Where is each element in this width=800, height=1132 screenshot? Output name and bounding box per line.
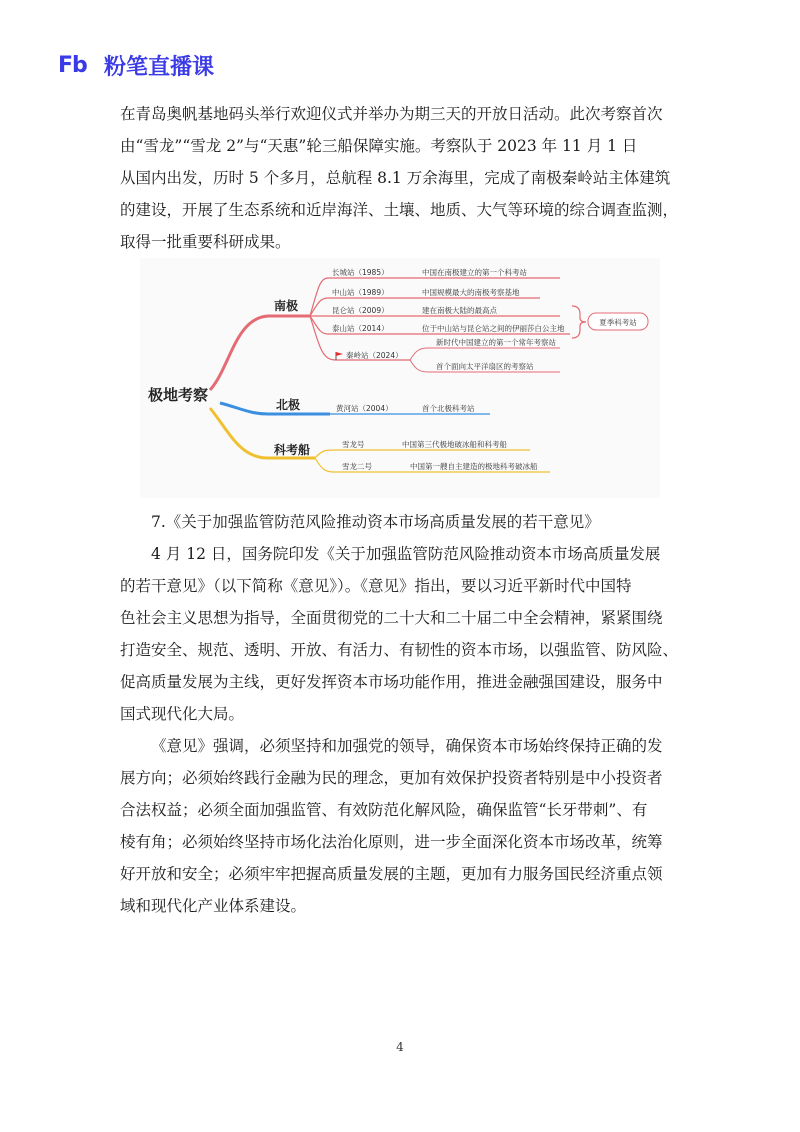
south-station-name: 昆仑站（2009） [332,306,389,315]
fenbi-logo-icon: Fb [58,53,87,78]
section-heading: 7.《关于加强监管防范风险推动资本市场高质量发展的若干意见》 [151,513,600,531]
south-station-desc: 位于中山站与昆仑站之间的伊丽莎白公主地 [422,324,565,333]
para1-line: 色社会主义思想为指导，全面贯彻党的二十大和二十届二中全会精神，紧紧围绕 [120,609,663,627]
ships-label: 科考船 [274,443,311,457]
para2-line: 《意见》强调，必须坚持和加强党的领导，确保资本市场始终保持正确的发 [151,737,663,755]
intro-line: 的建设，开展了生态系统和近岸海洋、土壤、地质、大气等环境的综合调查监测， [120,201,679,219]
para2-line: 棱有角；必须始终坚持市场化法治化原则，进一步全面深化资本市场改革，统筹 [120,833,663,851]
mindmap-root: 极地考察 [148,386,209,404]
north-station-desc: 首个北极科考站 [422,404,475,413]
south-station-desc: 中国在南极建立的第一个科考站 [422,268,527,277]
para2-line: 合法权益；必须全面加强监管、有效防范化解风险，确保监管“长牙带刺”、有 [120,801,648,819]
intro-line: 取得一批重要科研成果。 [120,233,291,251]
para2-line: 域和现代化产业体系建设。 [120,897,307,915]
south-station-desc2: 首个面向太平洋扇区的考察站 [436,362,534,371]
brand-name: 粉笔直播课 [104,55,215,80]
north-station-name: 黄河站（2004） [336,404,393,413]
ship-desc: 中国第一艘自主建造的极地科考破冰船 [410,462,538,471]
ship-name: 雪龙号 [342,440,365,449]
para2-line: 展方向；必须始终践行金融为民的理念，更加有效保护投资者特别是中小投资者 [120,769,663,787]
page-number: 4 [396,1040,404,1054]
intro-line: 在青岛奥帆基地码头举行欢迎仪式并举办为期三天的开放日活动。此次考察首次 [120,105,663,123]
para1-line: 国式现代化大局。 [120,705,245,723]
para2-line: 好开放和安全；必须牢牢把握高质量发展的主题，更加有力服务国民经济重点领 [120,865,663,883]
south-station-desc: 建在南极大陆的最高点 [422,306,497,315]
north-label: 北极 [276,398,301,412]
para1-line: 促高质量发展为主线，更好发挥资本市场功能作用，推进金融强国建设，服务中 [120,673,663,691]
para1-line: 打造安全、规范、透明、开放、有活力、有韧性的资本市场，以强监管、防风险、 [120,641,679,659]
polar-expedition-mindmap [140,258,660,498]
para1-line: 的若干意见》（以下简称《意见》）。《意见》指出，要以习近平新时代中国特 [120,577,632,595]
section-body [120,538,690,922]
south-station-name: 中山站（1989） [332,288,389,297]
ship-name: 雪龙二号 [342,462,372,471]
south-station-desc: 中国规模最大的南极考察基地 [422,288,520,297]
south-station-name: 长城站（1985） [332,268,389,277]
intro-line: 从国内出发，历时 5 个多月，总航程 8.1 万余海里，完成了南极秦岭站主体建筑 [120,169,671,187]
summer-station-label: 夏季科考站 [599,318,637,327]
south-station-name: 泰山站（2014） [332,324,389,333]
south-label: 南极 [274,299,299,313]
intro-line: 由“雪龙”“雪龙 2”与“天惠”轮三船保障实施。考察队于 2023 年 11 月 1 日 [120,137,638,155]
south-station-name: 秦岭站（2024） [346,351,403,360]
brand-header [58,50,214,81]
para1-line: 4 月 12 日，国务院印发《关于加强监管防范风险推动资本市场高质量发展 [151,545,661,563]
intro-paragraph [120,98,690,258]
ship-desc: 中国第三代极地破冰船和科考船 [402,440,507,449]
south-station-desc: 新时代中国建立的第一个常年考察站 [436,338,556,347]
